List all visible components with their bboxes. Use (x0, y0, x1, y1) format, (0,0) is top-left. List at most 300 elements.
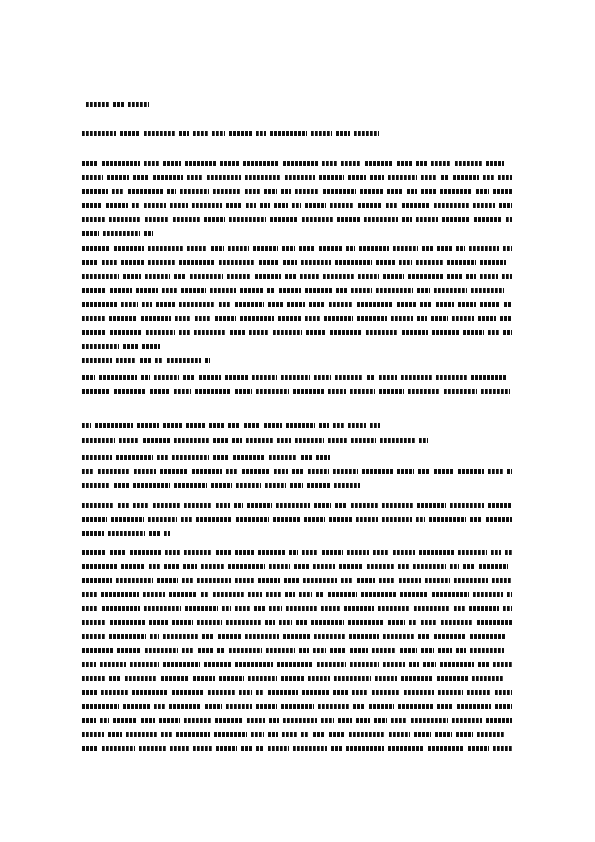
text-line (82, 530, 170, 536)
word-mark (144, 231, 153, 236)
word-mark (164, 531, 170, 536)
word-mark (244, 423, 260, 428)
word-mark (82, 316, 105, 321)
word-mark (375, 676, 397, 681)
word-mark (431, 316, 448, 321)
word-mark (383, 634, 414, 639)
word-mark (157, 455, 168, 460)
word-mark (383, 662, 405, 667)
word-mark (379, 578, 395, 583)
word-mark (145, 217, 169, 222)
word-mark (243, 161, 279, 166)
word-mark (416, 260, 443, 265)
word-mark (473, 203, 495, 208)
text-line (82, 437, 428, 443)
text-line (82, 388, 512, 394)
word-mark (418, 469, 430, 474)
word-mark (322, 161, 337, 166)
word-mark (386, 203, 398, 208)
word-mark (471, 288, 504, 293)
word-mark (354, 131, 379, 136)
word-mark (110, 330, 142, 335)
word-mark (82, 288, 106, 293)
word-mark (285, 274, 296, 279)
word-mark (431, 161, 451, 166)
word-mark (247, 503, 272, 508)
word-mark (455, 161, 482, 166)
word-mark (82, 131, 116, 136)
word-mark (82, 469, 94, 474)
word-mark (227, 274, 251, 279)
word-mark (141, 718, 155, 723)
word-mark (230, 330, 245, 335)
word-mark (218, 634, 241, 639)
word-mark (323, 189, 356, 194)
word-mark (358, 203, 382, 208)
text-line (82, 287, 512, 293)
word-mark (293, 389, 324, 394)
word-mark (248, 592, 262, 597)
word-mark (480, 274, 498, 279)
word-mark (95, 423, 133, 428)
word-mark (183, 564, 197, 569)
word-mark (82, 358, 112, 363)
word-mark (335, 375, 363, 380)
word-mark (454, 606, 465, 611)
word-mark (236, 517, 269, 522)
word-mark (174, 438, 209, 443)
word-mark (82, 550, 106, 555)
word-mark (458, 469, 484, 474)
word-mark (114, 483, 129, 488)
word-mark (429, 517, 466, 522)
word-mark (286, 423, 315, 428)
word-mark (505, 550, 512, 555)
word-mark (333, 690, 348, 695)
word-mark (442, 217, 470, 222)
word-mark (256, 746, 264, 751)
word-mark (82, 662, 96, 667)
word-mark (267, 288, 275, 293)
word-mark (216, 503, 230, 508)
word-mark (369, 704, 394, 709)
word-mark (305, 316, 320, 321)
word-mark (226, 469, 238, 474)
word-mark (468, 746, 489, 751)
word-mark (82, 592, 97, 597)
text-line (82, 174, 512, 180)
word-mark (248, 676, 277, 681)
word-mark (220, 161, 239, 166)
word-mark (303, 578, 337, 583)
word-mark (492, 578, 512, 583)
word-mark (182, 648, 194, 653)
text-line (82, 422, 382, 428)
word-mark (367, 564, 394, 569)
word-mark (102, 161, 140, 166)
word-mark (417, 316, 427, 321)
word-mark (308, 676, 330, 681)
word-mark (307, 483, 330, 488)
word-mark (432, 592, 469, 597)
word-mark (441, 620, 473, 625)
word-mark (362, 469, 393, 474)
word-mark (82, 203, 102, 208)
text-line (82, 301, 512, 307)
word-mark (486, 161, 504, 166)
word-mark (167, 189, 176, 194)
word-mark (308, 469, 329, 474)
word-mark (268, 732, 278, 737)
word-mark (195, 316, 211, 321)
word-mark (116, 578, 153, 583)
word-mark (251, 732, 264, 737)
text-line (82, 343, 160, 349)
word-mark (100, 718, 109, 723)
word-mark (458, 302, 476, 307)
word-mark (222, 606, 231, 611)
word-mark (409, 662, 419, 667)
word-mark (165, 550, 180, 555)
word-mark (163, 161, 181, 166)
word-mark (235, 606, 250, 611)
word-mark (408, 389, 440, 394)
word-mark (389, 732, 410, 737)
word-mark (350, 648, 368, 653)
text-line (86, 101, 156, 107)
word-mark (507, 592, 512, 597)
word-mark (214, 732, 247, 737)
word-mark (114, 389, 146, 394)
word-mark (399, 260, 412, 265)
word-mark (421, 648, 434, 653)
word-mark (246, 203, 256, 208)
text-line (82, 717, 512, 723)
word-mark (264, 189, 277, 194)
word-mark (388, 746, 424, 751)
word-mark (264, 423, 282, 428)
word-mark (123, 274, 141, 279)
word-mark (211, 483, 232, 488)
word-mark (201, 592, 209, 597)
word-mark (458, 550, 487, 555)
word-mark (333, 469, 358, 474)
word-mark (128, 102, 149, 107)
word-mark (197, 620, 222, 625)
word-mark (229, 217, 266, 222)
word-mark (179, 330, 190, 335)
word-mark (256, 131, 266, 136)
word-mark (132, 203, 140, 208)
word-mark (130, 550, 161, 555)
word-mark (400, 592, 428, 597)
word-mark (309, 302, 325, 307)
word-mark (236, 483, 261, 488)
word-mark (341, 578, 353, 583)
word-mark (428, 746, 464, 751)
word-mark (388, 175, 417, 180)
word-mark (302, 550, 318, 555)
word-mark (438, 648, 452, 653)
word-mark (270, 217, 298, 222)
word-mark (348, 620, 384, 625)
word-mark (393, 246, 418, 251)
word-mark (213, 455, 229, 460)
word-mark (357, 316, 387, 321)
word-mark (192, 203, 222, 208)
word-mark (311, 131, 332, 136)
word-mark (328, 592, 357, 597)
word-mark (82, 517, 107, 522)
word-mark (463, 330, 484, 335)
word-mark (82, 189, 108, 194)
word-mark (153, 503, 180, 508)
word-mark (365, 161, 393, 166)
word-mark (241, 746, 252, 751)
word-mark (378, 606, 410, 611)
word-mark (292, 469, 304, 474)
word-mark (102, 260, 117, 265)
word-mark (82, 634, 105, 639)
word-mark (234, 503, 243, 508)
word-mark (190, 274, 223, 279)
word-mark (82, 620, 106, 625)
text-line (82, 647, 512, 653)
word-mark (144, 203, 166, 208)
word-mark (313, 648, 326, 653)
word-mark (454, 578, 488, 583)
word-mark (337, 217, 360, 222)
word-mark (226, 203, 242, 208)
word-mark (335, 503, 347, 508)
word-mark (335, 260, 372, 265)
word-mark (393, 550, 415, 555)
word-mark (470, 648, 504, 653)
word-mark (383, 274, 404, 279)
word-mark (299, 246, 315, 251)
word-mark (364, 217, 398, 222)
word-mark (346, 746, 384, 751)
word-mark (273, 330, 302, 335)
word-mark (366, 330, 398, 335)
word-mark (143, 592, 165, 597)
word-mark (348, 175, 366, 180)
word-mark (318, 704, 349, 709)
word-mark (113, 102, 124, 107)
word-mark (380, 438, 415, 443)
word-mark (483, 175, 494, 180)
word-mark (82, 438, 115, 443)
text-line (82, 188, 512, 194)
word-mark (351, 503, 378, 508)
word-mark (229, 648, 262, 653)
word-mark (317, 662, 346, 667)
word-mark (285, 175, 315, 180)
word-mark (469, 606, 499, 611)
word-mark (212, 131, 225, 136)
word-mark (258, 550, 285, 555)
word-mark (422, 246, 433, 251)
word-mark (358, 274, 379, 279)
word-mark (174, 483, 207, 488)
word-mark (82, 732, 104, 737)
word-mark (82, 718, 96, 723)
word-mark (82, 260, 98, 265)
word-mark (277, 438, 291, 443)
word-mark (441, 175, 449, 180)
word-mark (102, 606, 140, 611)
word-mark (311, 620, 344, 625)
word-mark (382, 503, 413, 508)
word-mark (99, 375, 137, 380)
word-mark (204, 662, 231, 667)
text-line (82, 577, 512, 583)
word-mark (82, 389, 110, 394)
word-mark (268, 746, 289, 751)
word-mark (82, 676, 105, 681)
text-line (82, 745, 512, 751)
word-mark (219, 676, 244, 681)
word-mark (114, 246, 144, 251)
word-mark (180, 189, 209, 194)
word-mark (421, 620, 437, 625)
word-mark (321, 606, 340, 611)
word-mark (319, 246, 342, 251)
word-mark (133, 175, 149, 180)
word-mark (228, 564, 265, 569)
word-mark (217, 648, 225, 653)
word-mark (82, 503, 114, 508)
word-mark (164, 564, 179, 569)
word-mark (284, 578, 299, 583)
word-mark (279, 288, 301, 293)
text-line (82, 591, 512, 597)
word-mark (179, 302, 215, 307)
word-mark (286, 606, 317, 611)
word-mark (82, 531, 104, 536)
word-mark (160, 469, 188, 474)
word-mark (121, 260, 144, 265)
word-mark (283, 634, 310, 639)
word-mark (361, 592, 396, 597)
word-mark (331, 746, 342, 751)
word-mark (110, 620, 145, 625)
word-mark (435, 732, 452, 737)
word-mark (235, 578, 254, 583)
word-mark (213, 592, 244, 597)
word-mark (353, 704, 365, 709)
word-mark (301, 455, 312, 460)
word-mark (100, 662, 126, 667)
word-mark (376, 288, 413, 293)
word-mark (283, 161, 318, 166)
word-mark (110, 550, 126, 555)
word-mark (82, 578, 112, 583)
word-mark (111, 517, 144, 522)
word-mark (348, 423, 366, 428)
word-mark (254, 606, 265, 611)
word-mark (470, 634, 505, 639)
word-mark (281, 375, 310, 380)
word-mark (170, 203, 188, 208)
word-mark (477, 732, 505, 737)
word-mark (101, 592, 139, 597)
word-mark (372, 648, 396, 653)
word-mark (456, 732, 473, 737)
word-mark (402, 217, 412, 222)
word-mark (163, 662, 200, 667)
text-line (82, 216, 512, 222)
word-mark (82, 246, 110, 251)
word-mark (478, 316, 496, 321)
word-mark (418, 634, 430, 639)
word-mark (336, 288, 347, 293)
word-mark (269, 606, 282, 611)
word-mark (301, 260, 331, 265)
word-mark (245, 175, 281, 180)
word-mark (328, 438, 347, 443)
word-mark (351, 438, 376, 443)
word-mark (98, 469, 130, 474)
word-mark (411, 718, 448, 723)
word-mark (182, 578, 193, 583)
word-mark (479, 564, 508, 569)
word-mark (470, 517, 482, 522)
word-mark (265, 483, 286, 488)
word-mark (183, 375, 195, 380)
text-line (82, 245, 512, 251)
word-mark (144, 161, 159, 166)
word-mark (197, 578, 231, 583)
word-mark (186, 423, 205, 428)
word-mark (372, 690, 400, 695)
word-mark (207, 175, 241, 180)
word-mark (82, 375, 95, 380)
word-mark (419, 550, 454, 555)
word-mark (486, 718, 512, 723)
text-line (82, 549, 512, 555)
word-mark (289, 550, 298, 555)
word-mark (145, 648, 178, 653)
word-mark (313, 564, 335, 569)
word-mark (423, 662, 436, 667)
word-mark (495, 690, 512, 695)
word-mark (172, 690, 204, 695)
word-mark (376, 260, 395, 265)
word-mark (296, 620, 307, 625)
word-mark (400, 648, 417, 653)
word-mark (416, 217, 438, 222)
word-mark (324, 316, 353, 321)
word-mark (82, 423, 91, 428)
word-mark (184, 550, 212, 555)
word-mark (154, 375, 179, 380)
word-mark (133, 483, 170, 488)
word-mark (149, 531, 160, 536)
word-mark (232, 438, 242, 443)
word-mark (242, 469, 270, 474)
word-mark (195, 389, 231, 394)
word-mark (179, 131, 189, 136)
word-mark (478, 662, 489, 667)
word-mark (452, 718, 482, 723)
word-mark (256, 690, 264, 695)
word-mark (82, 344, 119, 349)
word-mark (120, 131, 140, 136)
word-mark (336, 131, 350, 136)
word-mark (108, 531, 145, 536)
word-mark (507, 469, 512, 474)
